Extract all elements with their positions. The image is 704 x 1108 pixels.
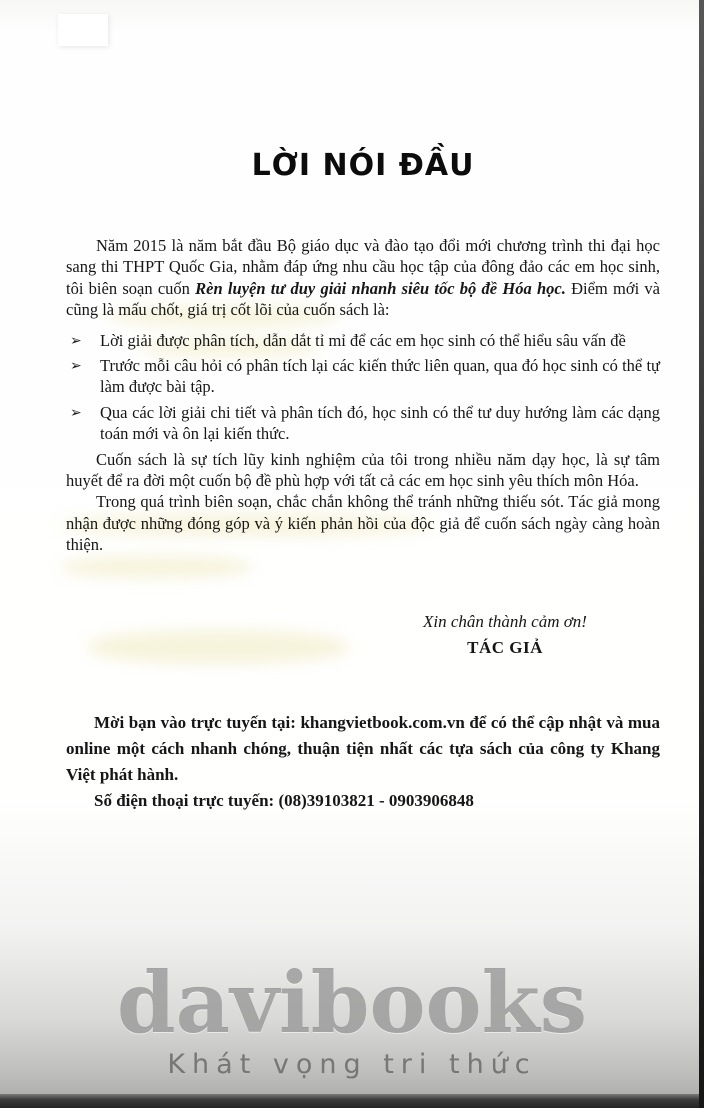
apology-paragraph: Trong quá trình biên soạn, chắc chắn không thể tránh những thiếu sót. Tác giả mong nhận được những đóng góp và ý kiến phản hồi của độc giả để cuốn sách ngày càng hoàn thiện. <box>66 492 660 555</box>
bullet-arrow-icon: ➢ <box>70 332 82 349</box>
publisher-note-pre: Mời bạn vào trực tuyến tại: <box>94 712 301 732</box>
publisher-note <box>66 710 660 788</box>
phone-line: Số điện thoại trực tuyến: (08)39103821 - 0903906848 <box>94 790 474 810</box>
bullet-list <box>66 330 660 445</box>
intro-paragraph <box>66 235 660 321</box>
closing-thanks: Xin chân thành cảm ơn! <box>423 611 587 631</box>
scan-right-edge <box>699 0 704 1108</box>
closing-block <box>360 612 650 658</box>
watermark-brand: davibooks <box>116 953 588 1052</box>
website-url: khangvietbook.com.vn <box>300 712 465 732</box>
bullet-text: Qua các lời giải chi tiết và phân tích đó, học sinh có thể tư duy hướng làm các dạng toán mới và ôn lại kiến thức. <box>100 402 660 444</box>
bullet-text: Lời giải được phân tích, dẫn dắt tỉ mỉ để các em học sinh có thể hiểu sâu vấn đề <box>100 330 626 350</box>
closing-author: TÁC GIẢ <box>467 637 543 657</box>
experience-paragraph: Cuốn sách là sự tích lũy kinh nghiệm của tôi trong nhiều năm dạy học, là sự tâm huyết để ra đời một cuốn bộ đề phù hợp với tất cả các em học sinh yêu thích môn Hóa. <box>66 449 660 491</box>
page-text-block <box>0 148 704 814</box>
book-title: Rèn luyện tư duy giải nhanh siêu tốc bộ đề Hóa học. <box>195 278 566 298</box>
watermark-slogan: Khát vọng tri thức <box>167 1049 537 1080</box>
bullet-text: Trước mỗi câu hỏi có phân tích lại các kiến thức liên quan, qua đó học sinh có thể tự làm được bài tập. <box>100 356 660 397</box>
list-item <box>66 355 660 398</box>
scan-corner-artifact <box>58 14 108 46</box>
intro-text-post: Điểm mới và cũng là mấu chốt, giá trị cốt lõi của cuốn sách là: <box>66 278 660 320</box>
bullet-arrow-icon: ➢ <box>70 404 82 421</box>
list-item <box>66 330 660 351</box>
page-title: LỜI NÓI ĐẦU <box>251 148 475 183</box>
watermark-block <box>0 953 704 1080</box>
bullet-arrow-icon: ➢ <box>70 358 82 375</box>
publisher-footer <box>66 710 660 814</box>
intro-text-pre: Năm 2015 là năm bắt đầu Bộ giáo dục và đào tạo đổi mới chương trình thi đại học sang thi THPT Quốc Gia, nhằm đáp ứng nhu cầu học tập của đông đảo các em học sinh, tôi biên soạn cuốn <box>66 236 660 298</box>
publisher-note-post: để có thể cập nhật và mua online một cách nhanh chóng, thuận tiện nhất các tựa sách của công ty Khang Việt phát hành. <box>66 712 660 784</box>
scan-bottom-edge <box>0 1094 704 1108</box>
list-item <box>66 402 660 445</box>
